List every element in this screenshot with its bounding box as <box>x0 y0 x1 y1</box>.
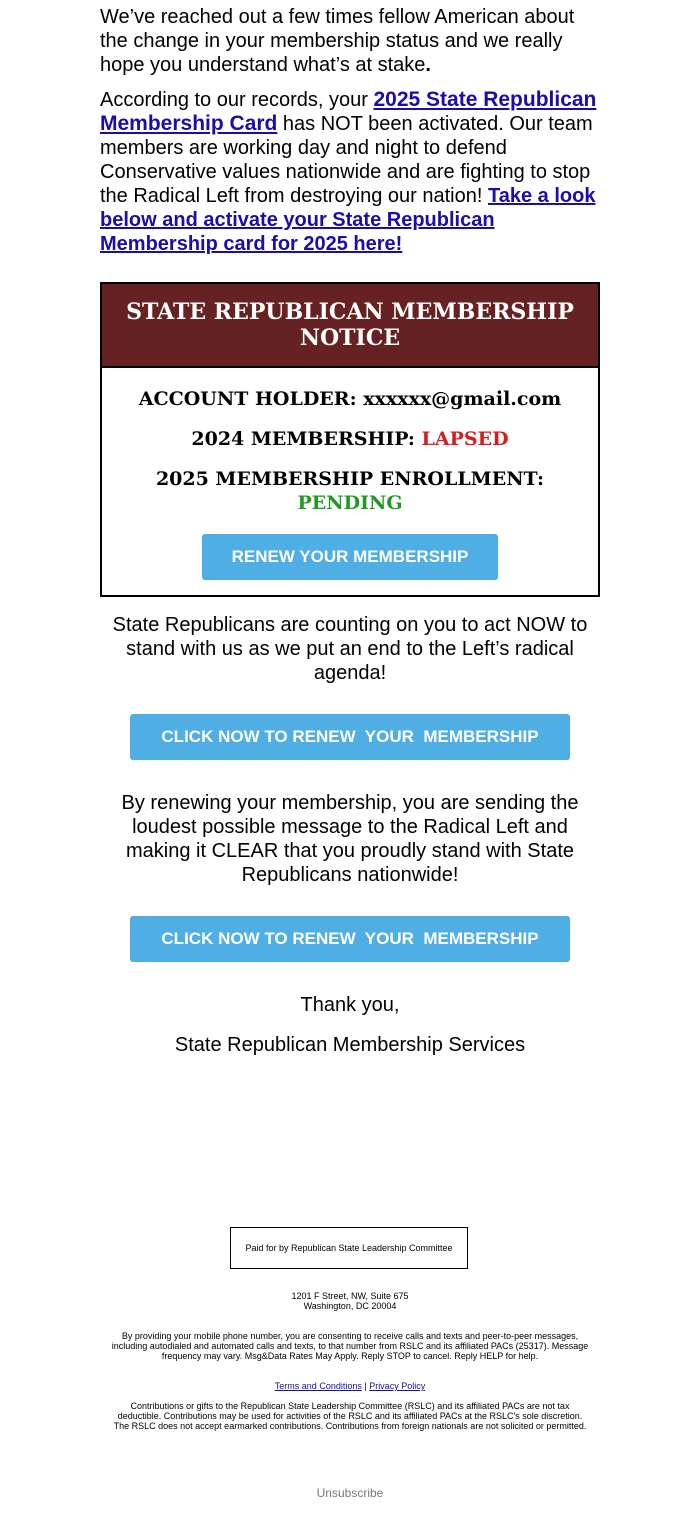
privacy-link[interactable]: Privacy Policy <box>369 1381 426 1391</box>
renew-cta-button-1[interactable]: CLICK NOW TO RENEW YOUR MEMBERSHIP <box>130 714 570 760</box>
unsubscribe-link[interactable]: Unsubscribe <box>316 1486 384 1500</box>
address-line-1: 1201 F Street, NW, Suite 675 <box>291 1291 409 1301</box>
renew-cta-button-2[interactable]: CLICK NOW TO RENEW YOUR MEMBERSHIP <box>130 916 570 962</box>
intro-paragraph <box>100 5 600 77</box>
renewing-paragraph: By renewing your membership, you are sending the loudest possible message to the Radical Left and making it CLEAR that you proudly stand with State Republicans nationwide! <box>121 792 579 886</box>
account-holder-email: xxxxxx@gmail.com <box>363 388 562 410</box>
legal-links <box>110 1381 590 1391</box>
account-holder-label: ACCOUNT HOLDER: <box>138 388 364 410</box>
activate-card-link[interactable]: Take a look below and activate your State Republican Membership card for 2025 here! <box>100 185 596 255</box>
account-holder-row <box>102 387 598 411</box>
records-paragraph <box>100 88 600 256</box>
signature-text: State Republican Membership Services <box>174 1034 526 1056</box>
intro-text: We’ve reached out a few times fellow American about the change in your membership status and we really hope you understand what’s at stake <box>100 6 575 76</box>
membership-2024-row <box>102 427 598 451</box>
notice-title: STATE REPUBLICAN MEMBERSHIP NOTICE <box>102 284 598 368</box>
membership-2025-label: 2025 MEMBERSHIP ENROLLMENT: <box>155 468 545 490</box>
address-line-2: Washington, DC 20004 <box>303 1301 397 1311</box>
address-block <box>110 1291 590 1311</box>
membership-notice-box <box>100 282 600 597</box>
renew-membership-button[interactable]: RENEW YOUR MEMBERSHIP <box>202 534 498 580</box>
records-text-a: According to our records, your <box>100 89 374 111</box>
sms-disclaimer: By providing your mobile phone number, you are consenting to receive calls and texts and peer-to-peer messages, including autodialed and automated calls and texts, to that number from RSLC and its affiliated PACs (25317). Message frequency may vary. Msg&Data Rates May Apply. Reply STOP to cancel. Reply HELP for help. <box>111 1331 589 1361</box>
terms-link[interactable]: Terms and Conditions <box>274 1381 362 1391</box>
membership-2025-status: PENDING <box>297 492 403 514</box>
thank-you-text: Thank you, <box>300 994 400 1016</box>
paid-for-box <box>230 1227 468 1269</box>
membership-card-link[interactable]: 2025 State Republican Membership Card <box>100 88 597 135</box>
membership-2024-label: 2024 MEMBERSHIP: <box>191 428 422 450</box>
contributions-disclaimer: Contributions or gifts to the Republican State Leadership Committee (RSLC) and its affiliated PACs are not tax deductible. Contributions may be used for activities of the RSLC and its affiliated PACs at the RSLC's sole discretion. The RSLC does not accept earmarked contributions. Contributions from foreign nationals are not solicited or permitted. <box>113 1401 587 1431</box>
records-text-b: has NOT been activated. Our team members are working day and night to defend Conservative values nationwide and are fighting to stop the Radical Left from destroying our nation! <box>100 113 593 207</box>
membership-2024-status: LAPSED <box>421 428 509 450</box>
counting-paragraph: State Republicans are counting on you to act NOW to stand with us as we put an end to the Left’s radical agenda! <box>112 614 588 684</box>
link-separator: | <box>361 1381 370 1391</box>
intro-period: . <box>425 54 431 76</box>
paid-for-text: Paid for by Republican State Leadership Committee <box>245 1243 453 1253</box>
